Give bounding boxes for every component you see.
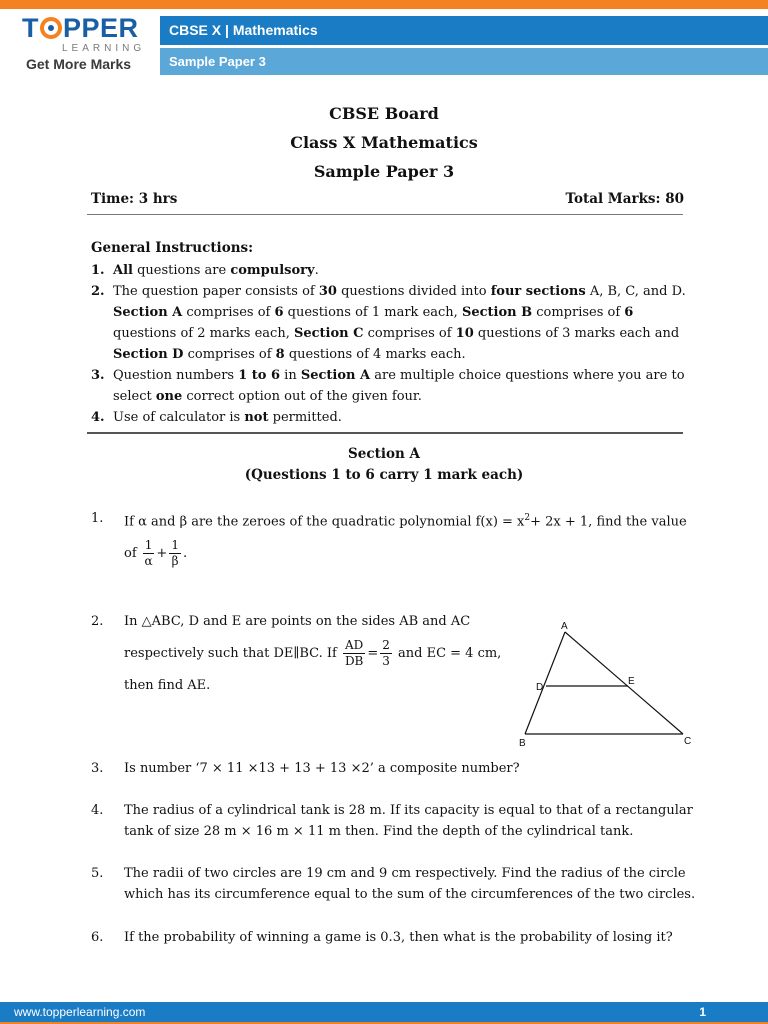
instruction-number: 2. — [91, 284, 105, 299]
section-subtitle: (Questions 1 to 6 carry 1 mark each) — [244, 467, 524, 483]
question-4: 4. The radius of a cylindrical tank is 28 m. If its capacity is equal to that of a rectangular tank of size 28 m × 16 m × 11 m then. Find the depth of the cylindrical tank. — [91, 800, 691, 844]
question-6: 6. If the probability of winning a game is 0.3, then what is the probability of losing it? — [91, 927, 691, 949]
fraction: $\frac{1}{\beta}$ — [171, 538, 179, 568]
question-3: 3. Is number ‘7 × 11 ×13 + 13 + 13 ×2’ a composite number? — [91, 758, 691, 780]
time-allowed: Time: 3 hrs — [91, 191, 178, 207]
question-number: 1. — [91, 511, 104, 526]
page-number: 1 — [699, 1005, 706, 1019]
logo-o-icon — [40, 17, 62, 39]
title-board: CBSE Board — [329, 104, 439, 123]
question-5: 5. The radii of two circles are 19 cm and 9 cm respectively. Find the radius of the circle which has its circumference equal to the sum of the circumferences of the two circles. — [91, 863, 691, 907]
instruction-item — [91, 281, 686, 365]
instruction-text: Question numbers 1 to 6 in Section A are multiple choice questions where you are to select one correct option out of the given four. — [113, 368, 685, 404]
footer-bar — [0, 1002, 768, 1022]
label-c: C — [684, 736, 692, 747]
triangle-diagram — [515, 618, 695, 748]
section-title: Section A — [348, 446, 420, 462]
instruction-text: All questions are compulsory. — [113, 263, 319, 278]
label-e: E — [628, 676, 635, 687]
logo-brand: T PPER — [22, 13, 139, 43]
meta-row — [91, 191, 684, 207]
fraction: $\frac{AD}{DB}$ — [344, 638, 364, 668]
total-marks: Total Marks: 80 — [565, 191, 684, 207]
question-number: 4. — [91, 803, 104, 818]
paper-header: Sample Paper 3 — [160, 48, 768, 75]
side-ab — [525, 632, 565, 734]
instruction-item — [91, 407, 686, 428]
question-number: 5. — [91, 866, 104, 881]
top-accent-bar — [0, 0, 768, 9]
logo-tagline: Get More Marks — [26, 56, 132, 72]
question-number: 2. — [91, 614, 104, 629]
side-ac — [565, 632, 683, 734]
fraction: $\frac{2}{3}$ — [382, 638, 390, 668]
title-class: Class X Mathematics — [290, 133, 478, 152]
instruction-number: 4. — [91, 410, 105, 425]
label-b: B — [519, 738, 526, 748]
divider — [87, 432, 683, 434]
topper-logo[interactable] — [22, 13, 146, 78]
instruction-number: 3. — [91, 368, 105, 383]
course-header: CBSE X | Mathematics — [160, 16, 768, 45]
question-number: 6. — [91, 930, 104, 945]
instruction-item — [91, 365, 686, 407]
question-1: 1. If α and β are the zeroes of the quadratic polynomial $f(x) = x^2+ 2x + 1$, find the value of $\frac{1}{\alpha}$ + $\frac{1}{\beta}$ . — [91, 508, 691, 568]
divider — [87, 214, 683, 215]
label-a: A — [561, 621, 568, 632]
footer-url-link[interactable]: www.topperlearning.com — [14, 1005, 146, 1019]
fraction: $\frac{1}{\alpha}$ — [144, 538, 153, 568]
instructions-list — [91, 260, 686, 428]
instruction-text: The question paper consists of 30 questions divided into four sections A, B, C, and D. Section A comprises of 6 questions of 1 mark each, Section B comprises of 6 questions of 2 marks each, Section C comprises of 10 questions of 3 marks each and Section D comprises of 8 questions of 4 marks each. — [113, 284, 686, 362]
question-2: 2. In △ABC, D and E are points on the sides AB and AC respectively such that DE∥BC. If $\frac{AD}{DB}$ = $\frac{2}{3}$ and EC = 4 cm, then find AE. — [91, 611, 511, 701]
instruction-item — [91, 260, 686, 281]
title-paper: Sample Paper 3 — [313, 162, 455, 181]
question-number: 3. — [91, 761, 104, 776]
instruction-number: 1. — [91, 263, 105, 278]
logo-subtitle: LEARNING — [62, 43, 146, 54]
instruction-text: Use of calculator is not permitted. — [113, 410, 342, 425]
instructions-heading: General Instructions: — [91, 240, 254, 256]
label-d: D — [536, 682, 544, 693]
